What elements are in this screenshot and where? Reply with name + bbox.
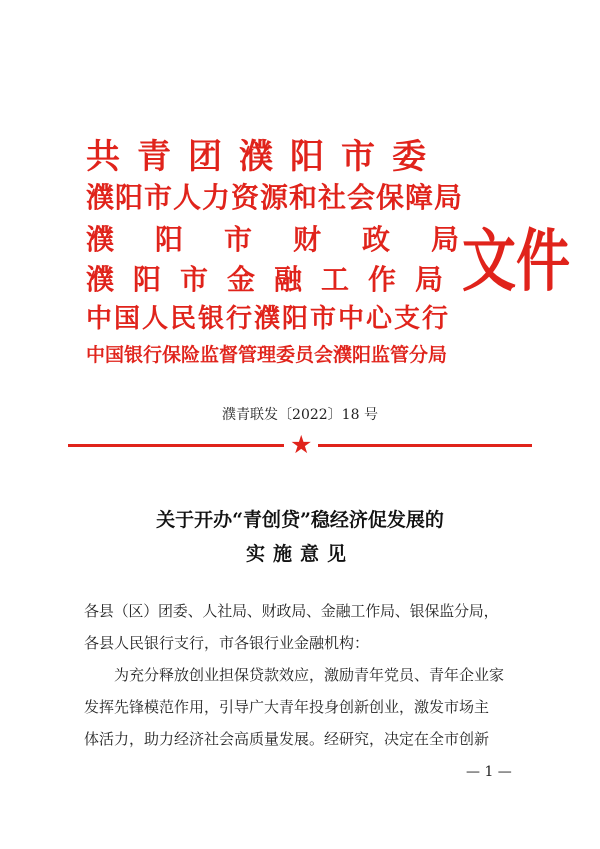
issuer-line-5: 中国人民银行濮阳市中心支行: [86, 304, 451, 334]
document-number: 濮青联发〔2022〕18 号: [222, 407, 378, 423]
body-line-4: 发挥先锋模范作用，引导广大青年投身创新创业，激发市场主: [84, 698, 490, 716]
document-mark: 文件: [462, 221, 570, 301]
body-line-3: 为充分释放创业担保贷款效应，激励青年党员、青年企业家: [84, 666, 505, 684]
red-rule-right: [318, 444, 532, 447]
star-icon: ★: [290, 430, 313, 459]
body-line-5: 体活力，助力经济社会高质量发展。经研究，决定在全市创新: [84, 730, 490, 748]
issuer-line-4: 濮阳市金融工作局: [86, 263, 463, 296]
body-line-2: 各县人民银行支行，市各银行业金融机构：: [84, 634, 370, 652]
document-title-line-2: 实施意见: [245, 543, 354, 565]
document-title-line-1: 关于开办“青创贷”稳经济促发展的: [156, 509, 444, 531]
issuer-line-2: 濮阳市人力资源和社会保障局: [86, 181, 464, 214]
issuer-line-6: 中国银行保险监督管理委员会濮阳监管分局: [86, 344, 448, 366]
issuer-line-3: 濮阳市财政局: [86, 223, 501, 256]
body-line-1: 各县（区）团委、人社局、财政局、金融工作局、银保监分局，: [84, 602, 499, 620]
issuer-line-1: 共青团濮阳市委: [86, 137, 443, 177]
page-number: — 1 —: [466, 764, 512, 780]
red-rule-left: [68, 444, 284, 447]
